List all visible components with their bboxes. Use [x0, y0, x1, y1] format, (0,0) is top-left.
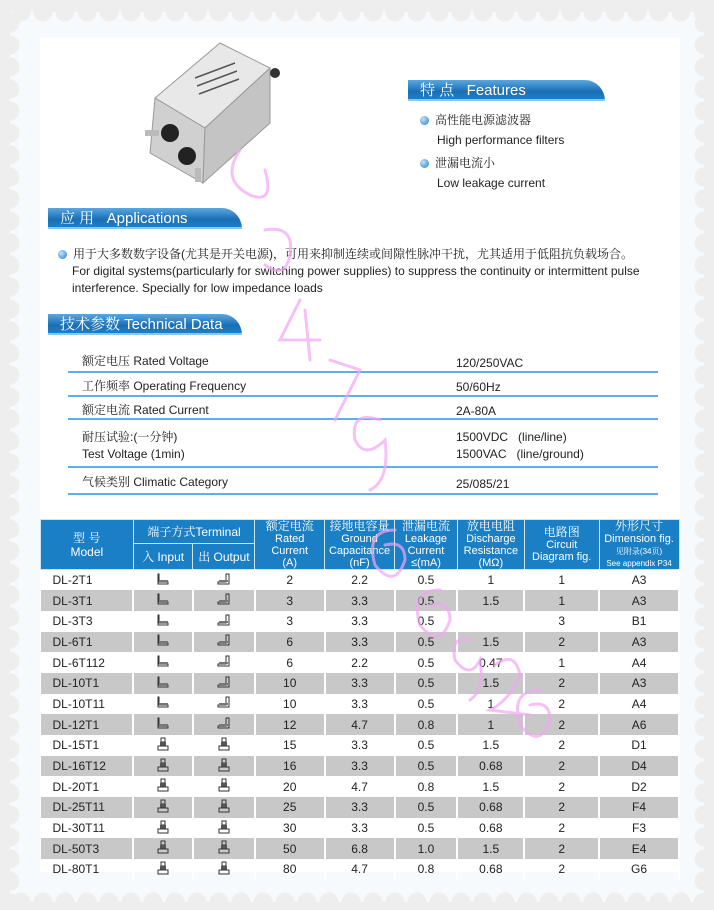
tech-value: 2A-80A [456, 404, 497, 418]
leakage-current-cell: 0.5 [395, 673, 458, 694]
tech-row [68, 468, 658, 495]
model-cell: DL-6T1 [41, 632, 134, 653]
model-cell: DL-2T1 [41, 570, 134, 591]
model-cell: DL-50T3 [41, 838, 134, 859]
dimension-cell: D1 [599, 735, 679, 756]
input-terminal-icon [133, 838, 193, 859]
output-terminal-icon [193, 818, 255, 839]
bullet-icon [420, 159, 429, 168]
circuit-diagram-cell: 2 [524, 818, 599, 839]
circuit-diagram-cell: 2 [524, 776, 599, 797]
rated-current-cell: 50 [255, 838, 325, 859]
discharge-resistance-cell: 1 [457, 714, 524, 735]
leakage-current-cell: 0.8 [395, 776, 458, 797]
dimension-cell: F3 [599, 818, 679, 839]
circuit-diagram-cell: 2 [524, 859, 599, 880]
stamp-edge [10, 12, 704, 24]
leakage-current-cell: 0.5 [395, 652, 458, 673]
ground-capacitance-cell: 6.8 [325, 838, 395, 859]
rated-current-cell: 80 [255, 859, 325, 880]
discharge-resistance-cell: 0.68 [457, 797, 524, 818]
ground-capacitance-cell: 4.7 [325, 859, 395, 880]
discharge-resistance-cell: 1.5 [457, 632, 524, 653]
ground-capacitance-cell: 4.7 [325, 776, 395, 797]
tech-key: 气候类别 Climatic Category [82, 475, 229, 489]
tech-value: 1500VDC (line/line) [456, 430, 567, 444]
circuit-diagram-cell: 2 [524, 838, 599, 859]
discharge-resistance-cell: 1.5 [457, 590, 524, 611]
feature-item [420, 154, 495, 171]
table-row [41, 818, 680, 839]
ground-capacitance-cell: 3.3 [325, 611, 395, 632]
output-terminal-icon [193, 590, 255, 611]
output-terminal-icon [193, 632, 255, 653]
ground-capacitance-cell: 3.3 [325, 818, 395, 839]
ground-capacitance-cell: 3.3 [325, 756, 395, 777]
tech-value: 1500VAC (line/ground) [456, 447, 584, 461]
dimension-cell: A4 [599, 694, 679, 715]
ground-capacitance-cell: 3.3 [325, 797, 395, 818]
table-row [41, 632, 680, 653]
col-dimension: 外形尺寸 Dimension fig. 见附录(34页) See appendix P34 [599, 520, 679, 570]
technical-data-header: 技术参数 Technical Data [48, 314, 242, 335]
dimension-cell: F4 [599, 797, 679, 818]
rated-current-cell: 20 [255, 776, 325, 797]
discharge-resistance-cell: 0.68 [457, 859, 524, 880]
leakage-current-cell: 0.5 [395, 570, 458, 591]
col-model: 型 号 Model [41, 520, 134, 570]
rated-current-cell: 6 [255, 652, 325, 673]
col-circuit-diagram: 电路图 Circuit Diagram fig. [524, 520, 599, 570]
leakage-current-cell: 0.5 [395, 818, 458, 839]
discharge-resistance-cell: 1.5 [457, 776, 524, 797]
feature-item [420, 111, 531, 128]
rated-current-cell: 3 [255, 611, 325, 632]
table-row [41, 838, 680, 859]
ground-capacitance-cell: 2.2 [325, 570, 395, 591]
output-terminal-icon [193, 673, 255, 694]
circuit-diagram-cell: 2 [524, 756, 599, 777]
rated-current-cell: 10 [255, 673, 325, 694]
model-cell: DL-3T1 [41, 590, 134, 611]
dimension-cell: D2 [599, 776, 679, 797]
leakage-current-cell: 0.8 [395, 714, 458, 735]
applications-cn [58, 245, 633, 262]
circuit-diagram-cell: 1 [524, 590, 599, 611]
ground-capacitance-cell: 3.3 [325, 590, 395, 611]
dimension-cell: A4 [599, 652, 679, 673]
tech-key: Test Voltage (1min) [82, 447, 185, 461]
discharge-resistance-cell: 1.5 [457, 735, 524, 756]
output-terminal-icon [193, 714, 255, 735]
ground-capacitance-cell: 4.7 [325, 714, 395, 735]
output-terminal-icon [193, 859, 255, 880]
dimension-cell: A3 [599, 590, 679, 611]
rated-current-cell: 25 [255, 797, 325, 818]
output-terminal-icon [193, 570, 255, 591]
input-terminal-icon [133, 797, 193, 818]
dimension-cell: A6 [599, 714, 679, 735]
tech-key: 额定电压 Rated Voltage [82, 354, 209, 368]
feature-en: High performance filters [437, 133, 565, 147]
model-cell: DL-12T1 [41, 714, 134, 735]
ground-capacitance-cell: 3.3 [325, 735, 395, 756]
input-terminal-icon [133, 673, 193, 694]
model-cell: DL-6T112 [41, 652, 134, 673]
circuit-diagram-cell: 2 [524, 632, 599, 653]
dimension-cell: D4 [599, 756, 679, 777]
circuit-diagram-cell: 2 [524, 714, 599, 735]
circuit-diagram-cell: 3 [524, 611, 599, 632]
input-terminal-icon [133, 570, 193, 591]
stamp-edge [692, 12, 704, 902]
input-terminal-icon [133, 714, 193, 735]
leakage-current-cell: 0.5 [395, 735, 458, 756]
table-row [41, 673, 680, 694]
tech-key: 工作频率 Operating Frequency [82, 379, 247, 393]
dimension-cell: E4 [599, 838, 679, 859]
input-terminal-icon [133, 776, 193, 797]
table-row [41, 714, 680, 735]
rated-current-cell: 15 [255, 735, 325, 756]
ground-capacitance-cell: 3.3 [325, 673, 395, 694]
tech-row [68, 373, 658, 397]
model-cell: DL-3T3 [41, 611, 134, 632]
rated-current-cell: 2 [255, 570, 325, 591]
tech-row [68, 397, 658, 420]
dimension-cell: B1 [599, 611, 679, 632]
table-row [41, 776, 680, 797]
ground-capacitance-cell: 3.3 [325, 632, 395, 653]
circuit-diagram-cell: 1 [524, 570, 599, 591]
input-terminal-icon [133, 632, 193, 653]
tech-row [68, 420, 658, 468]
col-terminal: 端子方式Terminal [133, 520, 255, 544]
model-table [40, 519, 680, 880]
model-cell: DL-10T11 [41, 694, 134, 715]
dimension-cell: A3 [599, 673, 679, 694]
discharge-resistance-cell: 0.68 [457, 756, 524, 777]
product-image-emi-filter [125, 38, 305, 188]
output-terminal-icon [193, 652, 255, 673]
input-terminal-icon [133, 859, 193, 880]
rated-current-cell: 12 [255, 714, 325, 735]
circuit-diagram-cell: 2 [524, 735, 599, 756]
rated-current-cell: 3 [255, 590, 325, 611]
model-cell: DL-16T12 [41, 756, 134, 777]
tech-value: 50/60Hz [456, 380, 501, 394]
applications-en-1: For digital systems(particularly for switching power supplies) to suppress the continuity or intermittent pulse [72, 264, 640, 278]
input-terminal-icon [133, 694, 193, 715]
output-terminal-icon [193, 776, 255, 797]
rated-current-cell: 30 [255, 818, 325, 839]
model-cell: DL-25T11 [41, 797, 134, 818]
discharge-resistance-cell: 1.5 [457, 673, 524, 694]
model-cell: DL-15T1 [41, 735, 134, 756]
table-row [41, 652, 680, 673]
leakage-current-cell: 0.5 [395, 797, 458, 818]
tech-key: 耐压试验:(一分钟) [82, 430, 178, 444]
leakage-current-cell: 0.5 [395, 590, 458, 611]
output-terminal-icon [193, 694, 255, 715]
leakage-current-cell: 0.8 [395, 859, 458, 880]
circuit-diagram-cell: 2 [524, 694, 599, 715]
table-row [41, 694, 680, 715]
dimension-cell: A3 [599, 570, 679, 591]
output-terminal-icon [193, 838, 255, 859]
table-row [41, 735, 680, 756]
discharge-resistance-cell: 1 [457, 694, 524, 715]
discharge-resistance-cell [457, 611, 524, 632]
tech-value: 25/085/21 [456, 477, 510, 491]
table-row [41, 797, 680, 818]
model-cell: DL-20T1 [41, 776, 134, 797]
stamp-edge [10, 12, 22, 902]
input-terminal-icon [133, 756, 193, 777]
features-header: 特 点 Features [408, 80, 605, 101]
ground-capacitance-cell: 3.3 [325, 694, 395, 715]
dimension-cell: A3 [599, 632, 679, 653]
feature-en: Low leakage current [437, 176, 546, 190]
rated-current-cell: 16 [255, 756, 325, 777]
circuit-diagram-cell: 1 [524, 652, 599, 673]
leakage-current-cell: 0.5 [395, 756, 458, 777]
col-input: 入 Input [133, 544, 193, 570]
tech-row [68, 350, 658, 373]
input-terminal-icon [133, 818, 193, 839]
feature-cn: 泄漏电流小 [435, 156, 496, 170]
col-ground-capacitance: 接地电容量 Ground Capacitance (nF) [325, 520, 395, 570]
model-cell: DL-30T11 [41, 818, 134, 839]
input-terminal-icon [133, 590, 193, 611]
input-terminal-icon [133, 611, 193, 632]
table-row [41, 756, 680, 777]
col-discharge-resistance: 放电电阻 Discharge Resistance (MΩ) [457, 520, 524, 570]
leakage-current-cell: 0.5 [395, 694, 458, 715]
leakage-current-cell: 0.5 [395, 611, 458, 632]
feature-cn: 高性能电源滤波器 [435, 113, 532, 127]
table-row [41, 590, 680, 611]
leakage-current-cell: 1.0 [395, 838, 458, 859]
stamp-edge [10, 890, 704, 902]
model-cell: DL-10T1 [41, 673, 134, 694]
col-leakage-current: 泄漏电流 Leakage Current ≤(mA) [395, 520, 458, 570]
output-terminal-icon [193, 797, 255, 818]
discharge-resistance-cell: 1 [457, 570, 524, 591]
table-row [41, 570, 680, 591]
rated-current-cell: 6 [255, 632, 325, 653]
model-cell: DL-80T1 [41, 859, 134, 880]
input-terminal-icon [133, 735, 193, 756]
circuit-diagram-cell: 2 [524, 673, 599, 694]
bullet-icon [420, 116, 429, 125]
col-output: 出 Output [193, 544, 255, 570]
circuit-diagram-cell: 2 [524, 797, 599, 818]
input-terminal-icon [133, 652, 193, 673]
tech-value: 120/250VAC [456, 356, 524, 370]
output-terminal-icon [193, 756, 255, 777]
discharge-resistance-cell: 1.5 [457, 838, 524, 859]
col-rated-current: 额定电流 Rated Current (A) [255, 520, 325, 570]
discharge-resistance-cell: 0.47 [457, 652, 524, 673]
bullet-icon [58, 250, 67, 259]
discharge-resistance-cell: 0.68 [457, 818, 524, 839]
dimension-cell: G6 [599, 859, 679, 880]
applications-cn-text: 用于大多数数字设备(尤其是开关电源)，可用来抑制连续或间隙性脉冲干扰，尤其适用于低阻抗负载场合。 [73, 247, 633, 261]
tech-key: 额定电流 Rated Current [82, 403, 209, 417]
output-terminal-icon [193, 611, 255, 632]
applications-en-2: interference. Specially for low impedance loads [72, 281, 323, 295]
rated-current-cell: 10 [255, 694, 325, 715]
leakage-current-cell: 0.5 [395, 632, 458, 653]
output-terminal-icon [193, 735, 255, 756]
ground-capacitance-cell: 2.2 [325, 652, 395, 673]
table-row [41, 611, 680, 632]
applications-header: 应 用 Applications [48, 208, 242, 229]
table-row [41, 859, 680, 880]
